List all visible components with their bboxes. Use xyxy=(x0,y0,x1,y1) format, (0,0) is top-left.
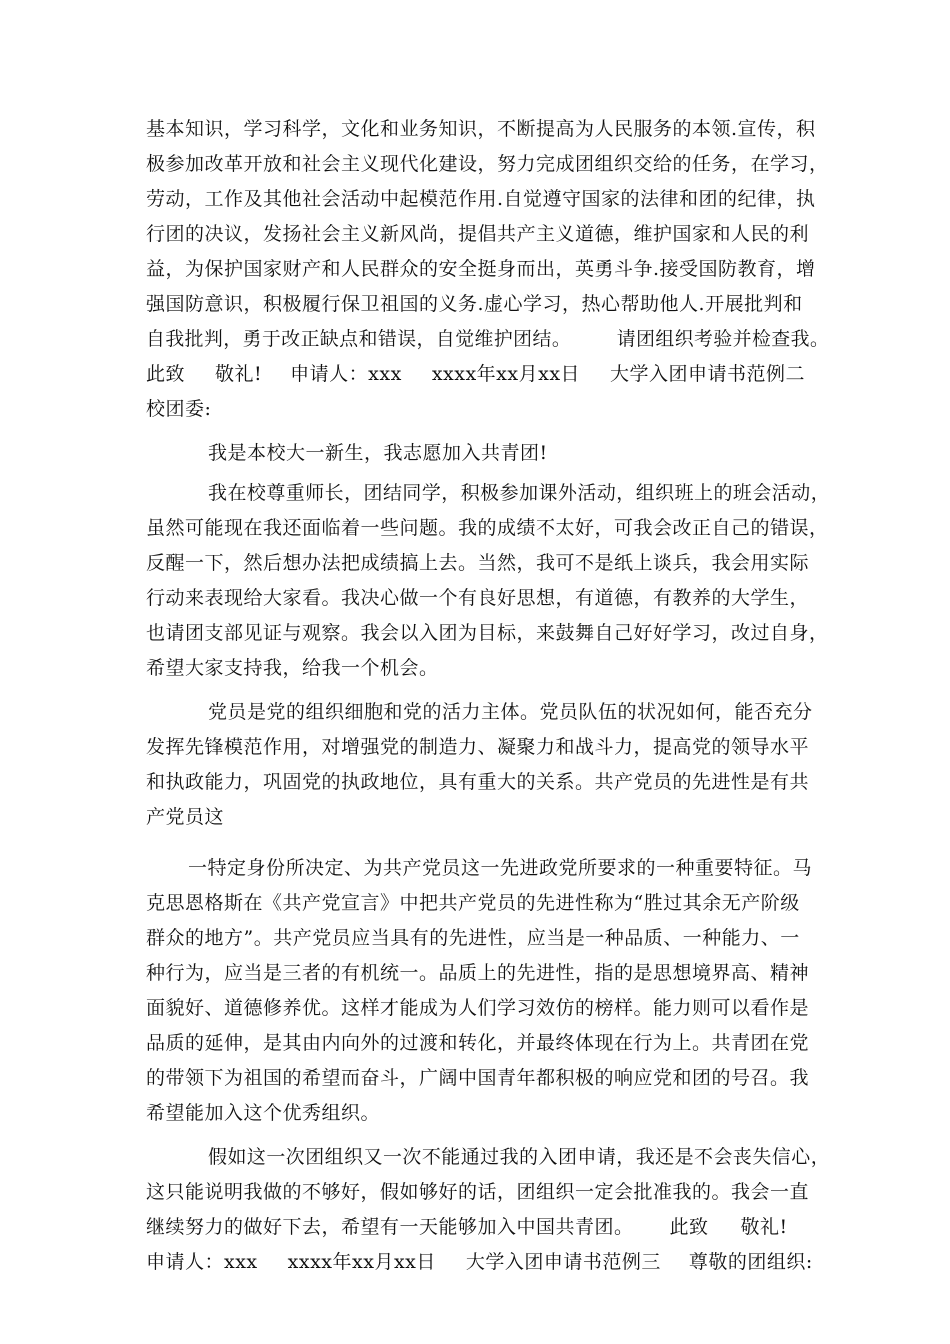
paragraph-line: 和执政能力，巩固党的执政地位，具有重大的关系。共产党员的先进性是有共 xyxy=(146,771,810,793)
paragraph-text: 继续努力的做好下去，希望有一天能够加入中国共青团。 xyxy=(146,1216,634,1238)
closing-request: 请团组织考验并检查我。 xyxy=(616,328,830,350)
salutation: 校团委: xyxy=(146,398,212,420)
paragraph-line: 希望大家支持我，给我一个机会。 xyxy=(146,657,439,679)
date-text: xxxx年xx月xx日 xyxy=(287,1251,436,1273)
paragraph-line: 益，为保护国家财产和人民群众的安全挺身而出，英勇斗争.接受国防教育，增 xyxy=(146,258,816,280)
paragraph-line: 虽然可能现在我还面临着一些问题。我的成绩不太好，可我会改正自己的错误， xyxy=(146,517,829,539)
paragraph-line: 劳动，工作及其他社会活动中起模范作用.自觉遵守国家的法律和团的纪律，执 xyxy=(146,188,816,210)
salutation: 尊敬的团组织: xyxy=(688,1251,813,1273)
paragraph-line: 反醒一下，然后想办法把成绩搞上去。当然，我可不是纸上谈兵，我会用实际 xyxy=(146,552,810,574)
paragraph-line: 党员是党的组织细胞和党的活力主体。党员队伍的状况如何，能否充分 xyxy=(208,701,813,723)
paragraph-line: 品质的延伸，是其由内向外的过渡和转化，并最终体现在行为上。共青团在党 xyxy=(146,1032,810,1054)
paragraph-line: 发挥先锋模范作用，对增强党的制造力、凝聚力和战斗力，提高党的领导水平 xyxy=(146,736,810,758)
paragraph-line xyxy=(146,327,829,351)
section-title: 大学入团申请书范例二 xyxy=(610,363,806,385)
paragraph-line xyxy=(146,1215,788,1239)
paragraph-line: 种行为，应当是三者的有机统一。品质上的先进性，指的是思想境界高、精神 xyxy=(146,962,810,984)
paragraph-line: 行团的决议，发扬社会主义新风尚，提倡共产主义道德，维护国家和人民的利 xyxy=(146,223,810,245)
paragraph-line: 也请团支部见证与观察。我会以入团为目标，来鼓舞自己好好学习，改过自身， xyxy=(146,622,829,644)
paragraph-line: 行动来表现给大家看。我决心做一个有良好思想，有道德，有教养的大学生， xyxy=(146,587,810,609)
section-title: 大学入团申请书范例三 xyxy=(465,1251,661,1273)
applicant-text: 申请人：xxx xyxy=(290,363,402,385)
sign-block xyxy=(146,362,805,386)
paragraph-line: 假如这一次团组织又一次不能通过我的入团申请，我还是不会丧失信心， xyxy=(208,1146,831,1168)
paragraph-line: 面貌好、道德修养优。这样才能成为人们学习效仿的榜样。能力则可以看作是 xyxy=(146,997,810,1019)
paragraph-line: 这只能说明我做的不够好，假如够好的话，团组织一定会批准我的。我会一直 xyxy=(146,1181,810,1203)
paragraph-line: 我在校尊重师长，团结同学，积极参加课外活动，组织班上的班会活动， xyxy=(208,482,831,504)
paragraph-line: 一特定身份所决定、为共产党员这一先进政党所要求的一种重要特征。马 xyxy=(188,857,813,879)
jingli-text: 敬礼! xyxy=(215,363,263,385)
paragraph-line: 强国防意识，积极履行保卫祖国的义务.虚心学习，热心帮助他人.开展批判和 xyxy=(146,293,803,315)
paragraph-line: 群众的地方”。共产党员应当具有的先进性，应当是一种品质、一种能力、一 xyxy=(146,927,800,949)
cizhi-text: 此致 xyxy=(146,363,186,385)
jingli-text: 敬礼! xyxy=(740,1216,788,1238)
sign-block xyxy=(146,1250,813,1274)
applicant-text: 申请人：xxx xyxy=(146,1251,258,1273)
paragraph-line: 克思恩格斯在《共产党宣言》中把共产党员的先进性称为“胜过其余无产阶级 xyxy=(146,892,800,914)
paragraph-line: 基本知识，学习科学，文化和业务知识，不断提高为人民服务的本领.宣传，积 xyxy=(146,118,816,140)
paragraph-line: 产党员这 xyxy=(146,806,225,828)
paragraph-line: 的带领下为祖国的希望而奋斗，广阔中国青年都积极的响应党和团的号召。我 xyxy=(146,1067,810,1089)
cizhi-text: 此致 xyxy=(669,1216,709,1238)
paragraph-line: 我是本校大一新生，我志愿加入共青团! xyxy=(208,442,548,464)
paragraph-line: 极参加改革开放和社会主义现代化建设，努力完成团组织交给的任务，在学习， xyxy=(146,153,829,175)
paragraph-line: 希望能加入这个优秀组织。 xyxy=(146,1102,381,1124)
paragraph-text: 自我批判，勇于改正缺点和错误，自觉维护团结。 xyxy=(146,328,572,350)
date-text: xxxx年xx月xx日 xyxy=(431,363,581,385)
